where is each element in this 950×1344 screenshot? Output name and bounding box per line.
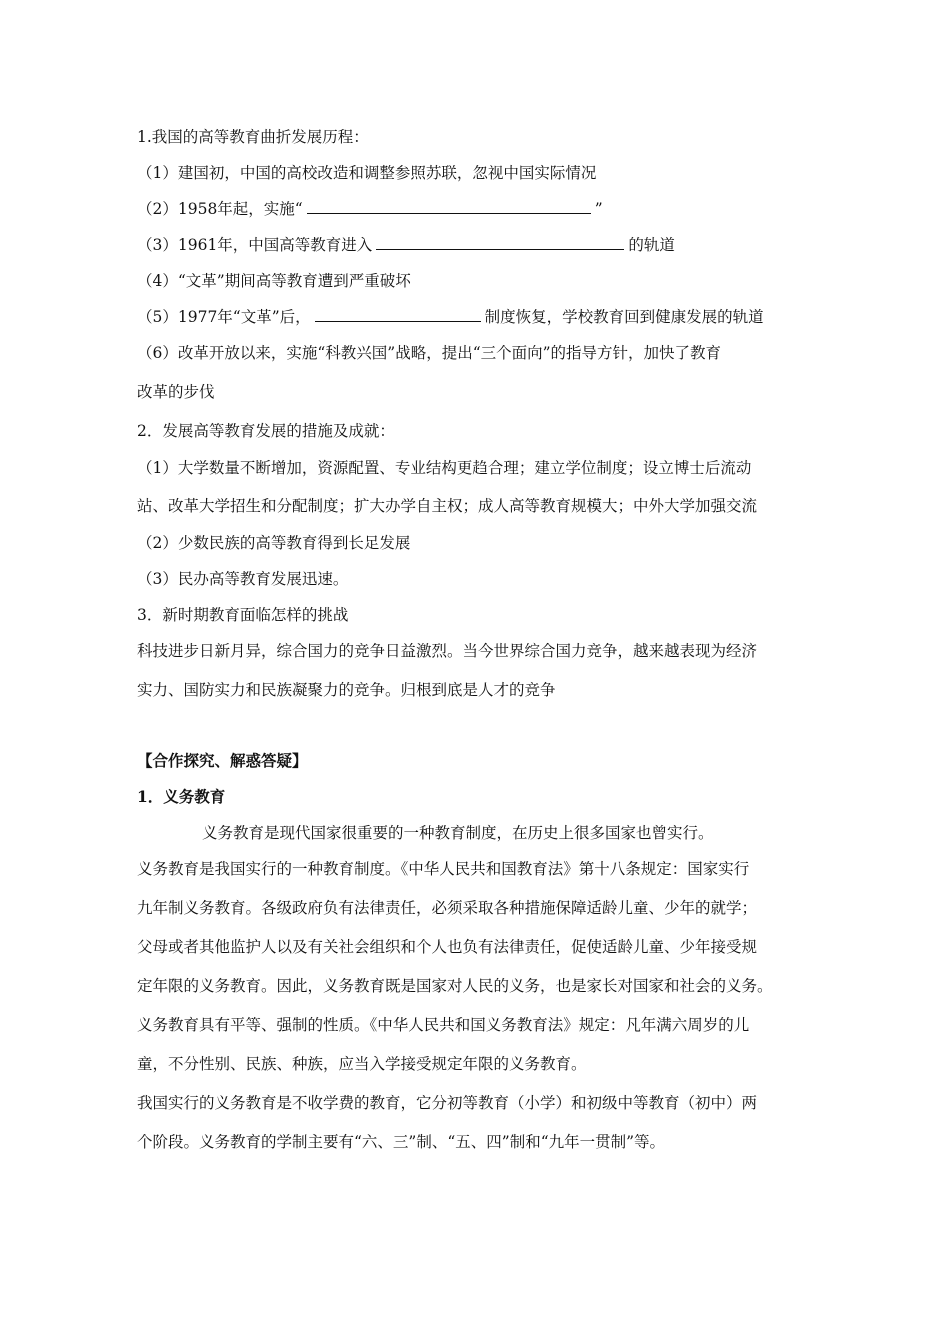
section1-item5-suffix: 制度恢复，学校教育回到健康发展的轨道 bbox=[484, 308, 764, 326]
fill-blank-1[interactable] bbox=[307, 198, 591, 214]
para2-line2: 童，不分性别、民族、种族，应当入学接受规定年限的义务教育。 bbox=[137, 1055, 587, 1073]
para1-line2: 九年制义务教育。各级政府负有法律责任，必须采取各种措施保障适龄儿童、少年的就学； bbox=[137, 899, 758, 917]
section2-title: 2．发展高等教育发展的措施及成就： bbox=[137, 422, 395, 440]
section3-para-line1: 科技进步日新月异，综合国力的竞争日益激烈。当今世界综合国力竞争，越来越表现为经济 bbox=[137, 642, 758, 660]
para2-line1: 义务教育具有平等、强制的性质。《中华人民共和国义务教育法》规定：凡年满六周岁的儿 bbox=[137, 1016, 750, 1034]
para1-line1: 义务教育是我国实行的一种教育制度。《中华人民共和国教育法》第十八条规定：国家实行 bbox=[137, 860, 750, 878]
section2-item1-line2: 站、改革大学招生和分配制度；扩大办学自主权；成人高等教育规模大；中外大学加强交流 bbox=[137, 497, 758, 515]
fill-blank-2[interactable] bbox=[376, 234, 624, 250]
para3-line1: 我国实行的义务教育是不收学费的教育，它分初等教育（小学）和初级中等教育（初中）两 bbox=[137, 1094, 758, 1112]
section1-item2-suffix: ” bbox=[594, 200, 603, 218]
section1-item5 bbox=[137, 306, 850, 328]
section1-item2-prefix: （2）1958年起，实施“ bbox=[137, 200, 303, 218]
section1-item6-line2: 改革的步伐 bbox=[137, 383, 215, 401]
section1-item6-line1: （6）改革开放以来，实施“科教兴国”战略，提出“三个面向”的指导方针，加快了教育 bbox=[137, 344, 722, 362]
section3-para-line2: 实力、国防实力和民族凝聚力的竞争。归根到底是人才的竞争 bbox=[137, 681, 556, 699]
fill-blank-3[interactable] bbox=[315, 306, 481, 322]
section1-item3-prefix: （3）1961年，中国高等教育进入 bbox=[137, 236, 373, 254]
intro-paragraph: 义务教育是现代国家很重要的一种教育制度，在历史上很多国家也曾实行。 bbox=[202, 824, 714, 842]
section1-item2 bbox=[137, 198, 850, 220]
section2-item2: （2）少数民族的高等教育得到长足发展 bbox=[137, 534, 411, 552]
obligatory-education-subheading: 1．义务教育 bbox=[137, 787, 226, 806]
section1-item3-suffix: 的轨道 bbox=[628, 236, 675, 254]
section1-item5-prefix: （5）1977年“文革”后， bbox=[137, 308, 311, 326]
section2-item3: （3）民办高等教育发展迅速。 bbox=[137, 570, 349, 588]
section1-item4: （4）“文革”期间高等教育遭到严重破坏 bbox=[137, 272, 411, 290]
section3-title: 3．新时期教育面临怎样的挑战 bbox=[137, 606, 349, 624]
cooperation-heading: 【合作探究、解惑答疑】 bbox=[137, 751, 308, 770]
section1-item1: （1）建国初，中国的高校改造和调整参照苏联，忽视中国实际情况 bbox=[137, 164, 597, 182]
para1-line4: 定年限的义务教育。因此，义务教育既是国家对人民的义务，也是家长对国家和社会的义务。 bbox=[137, 977, 773, 995]
section1-title: 1.我国的高等教育曲折发展历程： bbox=[137, 128, 369, 146]
section1-item3 bbox=[137, 234, 850, 256]
para3-line2: 个阶段。义务教育的学制主要有“六、三”制、“五、四”制和“九年一贯制”等。 bbox=[137, 1133, 666, 1151]
para1-line3: 父母或者其他监护人以及有关社会组织和个人也负有法律责任，促使适龄儿童、少年接受规 bbox=[137, 938, 758, 956]
section2-item1-line1: （1）大学数量不断增加，资源配置、专业结构更趋合理；建立学位制度；设立博士后流动 bbox=[137, 459, 752, 477]
